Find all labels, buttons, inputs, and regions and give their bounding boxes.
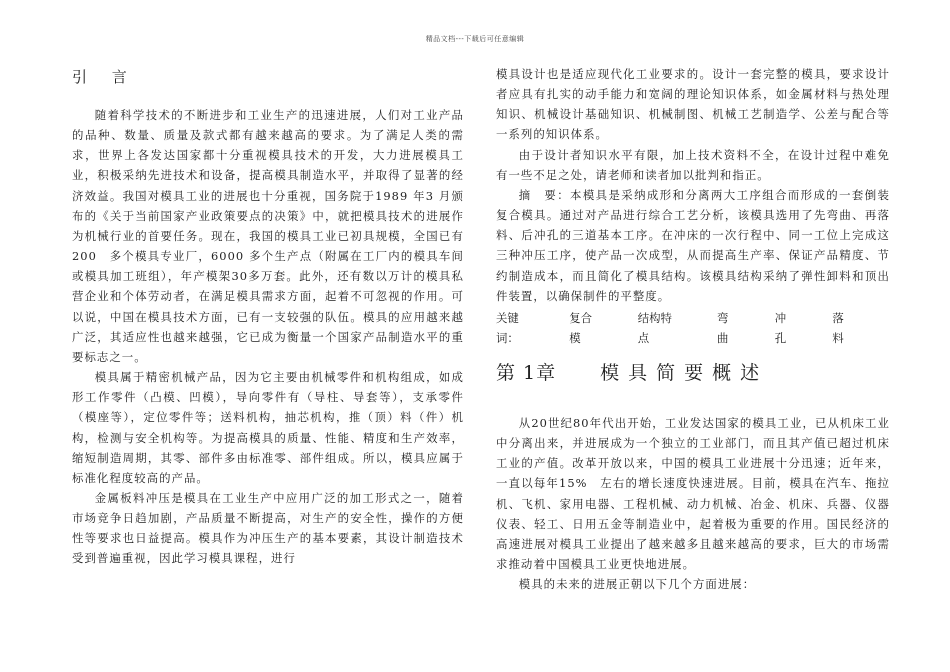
keywords-row — [496, 308, 890, 348]
left-column — [72, 64, 464, 569]
abstract-paragraph — [496, 185, 890, 306]
keywords-label: 关键词： — [496, 310, 519, 345]
intro-paragraph-3: 金属板料冲压是模具在工业生产中应用广泛的加工形式之一，随着市场竞争日趋加剧，产品质量不断提高，对生产的安全性，操作的方便性等要求也日益提高。模具作为冲压生产的基本要素，其设计制造技术受到普遍重视，因此学习模具课程，进行 — [72, 490, 464, 566]
chapter-heading — [496, 358, 890, 385]
keyword: 复合模 — [569, 310, 593, 345]
keyword: 落料 — [832, 310, 844, 345]
introduction-title: 引 言 — [72, 68, 137, 86]
keyword: 弯曲 — [717, 310, 729, 345]
intro-paragraph-1: 随着科学技术的不断进步和工业生产的迅速进展，人们对工业产品的品种、数量、质量及款式都有越来越高的要求。为了满足人类的需求，世界上各发达国家都十分重视模具技术的开发，大力进展模具工业，积极采纳先进技术和设备，提高模具制造水平，并取得了显著的经济效益。我国对模具工业的进展也十分重视，国务院于1989 年3 月颁布的《关于当前国家产业政策要点的决策》中，就把模具技术的进展作为机械行业的首要任务。现在，我国的模具工业已初具规模，全国已有200 多个模具专业厂，6000 多个生产点（附属在工厂内的模具车间或模具加工班组），年产模架30多万套。此外，还有数以万计的模具私营企业和个体劳动者，在满足模具需求方面，起着不可忽视的作用。可以说，中国在模具技术方面，已有一支较强的队伍。模具的应用越来越广泛，其适应性也越来越强，它已成为衡量一个国家产品制造水平的重要标志之一。 — [72, 108, 464, 364]
abstract-text: 本模具是采纳成形和分离两大工序组合而形成的一套倒装复合模具。通过对产品进行综合工艺分析，该模具选用了先弯曲、再落料、后冲孔的三道基本工序。在冲床的一次行程中、同一工位上完成这三种冲压工序，使产品一次成型，从而提高生产率、保证产品精度、节约制造成本，而且简化了模具结构。该模具结构采纳了弹性卸料和顶出件装置，以确保制件的平整度。 — [496, 187, 890, 303]
chapter-title: 模具简要概述 — [600, 361, 769, 384]
abstract-label: 摘 要： — [518, 187, 571, 202]
chapter-paragraph-2: 模具的未来的进展正朝以下几个方面进展： — [518, 577, 756, 592]
continued-paragraph: 模具设计也是适应现代化工业要求的。设计一套完整的模具，要求设计者应具有扎实的动手能力和宽阔的理论知识体系，如金属材料与热处理知识、机械设计基础知识、机械制图、机械工艺制造学、公差与配合等一系列的知识体系。 — [496, 67, 890, 142]
keyword: 结构特点 — [637, 310, 672, 345]
right-column — [496, 64, 890, 594]
chapter-paragraph-1: 从20世纪80年代出开始，工业发达国家的模具工业，已从机床工业中分离出来，并进展成为一个独立的工业部门，而且其产值已超过机床工业的产值。改革开放以来，中国的模具工业进展十分迅速；近年来，一直以每年15% 左右的增长速度快速进展。目前，模具在汽车、拖拉机、飞机、家用电器、工程机械、动力机械、冶金、机床、兵器、仪器仪表、轻工、日用五金等制造业中，起着极为重要的作用。国民经济的高速进展对模具工业提出了越来越多且越来越高的要求，巨大的市场需求推动着中国模具工业更快地进展。 — [496, 415, 890, 571]
keyword: 冲孔 — [774, 310, 787, 345]
disclaimer-paragraph: 由于设计者知识水平有限，加上技术资料不全，在设计过程中难免有一些不足之处，请老师和读者加以批判和指正。 — [496, 147, 890, 182]
page-header: 精品文档---下载后可任意编辑 — [425, 35, 525, 43]
intro-paragraph-2: 模具属于精密机械产品，因为它主要由机械零件和机构组成，如成形工作零件（凸模、凹模），导向零件有（导柱、导套等），支承零件（模座等），定位零件等；送料机构，抽芯机构，推（顶）料（件）机构，检测与安全机构等。为提高模具的质量、性能、精度和生产效率，缩短制造周期，其零、部件多由标准零、部件组成。所以，模具应属于标准化程度较高的产品。 — [72, 370, 464, 485]
chapter-number: 第 1章 — [496, 361, 557, 384]
